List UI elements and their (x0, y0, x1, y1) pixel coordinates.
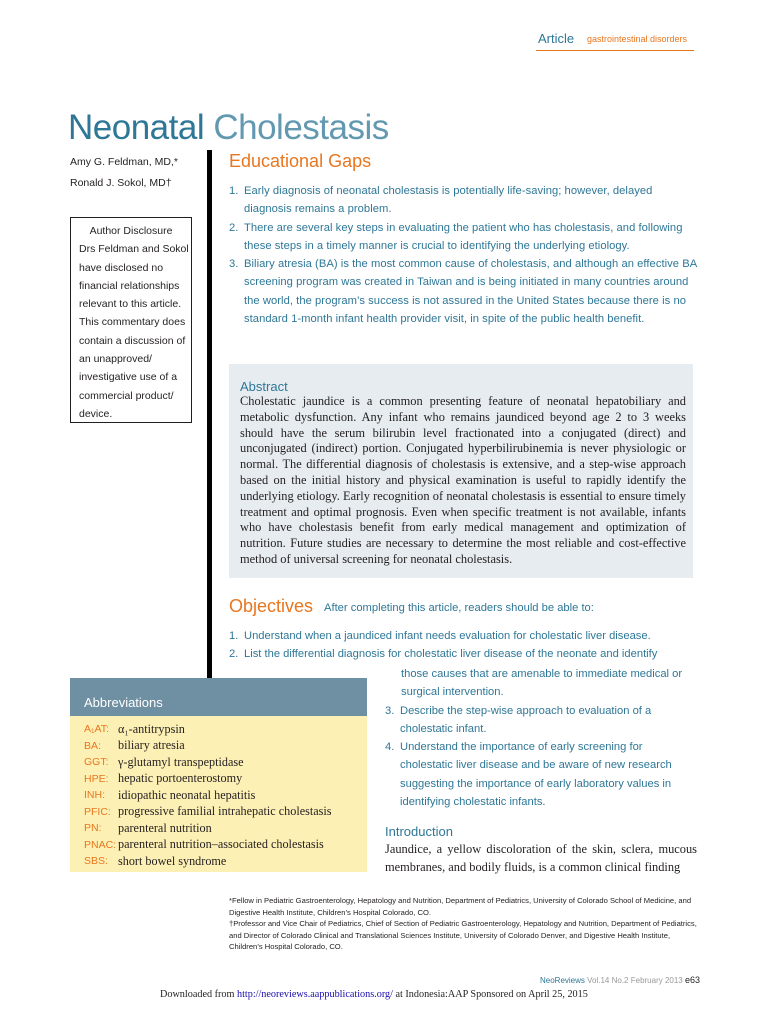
page-number: e63 (685, 975, 701, 985)
footnote-2: †Professor and Vice Chair of Pediatrics, Chief of Section of Pediatric Gastroenterology, Hepatology and Nutrition, Department of Pediatrics, and Director of Colorado Clinical and Translational Sciences Institute, University of Colorado Denver, and Digestive Health Institute, Children’s Hospital Colorado, CO. (229, 919, 697, 951)
list-item: 1. Understand when a jaundiced infant needs evaluation for cholestatic liver disease. (229, 630, 651, 642)
list-item: 1. Early diagnosis of neonatal cholestasis is potentially life-saving; however, delayed diagnosis remains a problem. (229, 185, 653, 216)
list-item: 2. There are several key steps in evaluating the patient who has cholestasis, and following these steps in a timely manner is crucial to identifying the underlying etiology. (229, 221, 683, 252)
objectives-list (229, 627, 699, 664)
title-word-2: Cholestasis (213, 108, 389, 147)
abbreviation-row: PFIC: progressive familial intrahepatic cholestasis (84, 804, 332, 819)
footnotes (229, 895, 701, 953)
journal-issue: Vol.14 No.2 February 2013 (587, 976, 683, 985)
list-item: 3. Biliary atresia (BA) is the most common cause of cholestasis, and although an effective BA screening program was created in Taiwan and is being initiated in many countries around the world, the program’s success is not assured in the United States because there is no standard 1-month infant health provider visit, in spite of the public health benefit. (229, 258, 697, 326)
journal-name: NeoReviews (540, 976, 585, 985)
objectives-list-continued (385, 665, 695, 811)
abbreviation-row: HPE: hepatic portoenterostomy (84, 771, 243, 786)
category-label: gastrointestinal disorders (587, 34, 688, 44)
abbreviation-row: INH: idiopathic neonatal hepatitis (84, 787, 256, 802)
list-item: 2. List the differential diagnosis for cholestatic liver disease of the neonate and identify (229, 648, 658, 661)
abbreviation-row: SBS: short bowel syndrome (84, 853, 227, 868)
objectives-intro: After completing this article, readers should be able to: (324, 602, 594, 614)
journal-footer (540, 975, 700, 985)
introduction-heading: Introduction (385, 824, 453, 839)
author-disclosure-box (70, 217, 192, 423)
abbreviations-heading: Abbreviations (84, 695, 163, 710)
disclosure-heading: Author Disclosure (89, 225, 173, 237)
footnote-1: *Fellow in Pediatric Gastroenterology, Hepatology and Nutrition, Department of Pediatrics, University of Colorado School of Medicine, and Digestive Health Institute, Children’s Hospital Colorado, CO. (229, 896, 692, 917)
abbreviations-table (84, 721, 332, 870)
objectives-heading: Objectives (229, 596, 314, 616)
abstract-text: Cholestatic jaundice is a common presenting feature of neonatal hepatobiliary and metabolic dysfunction. Any infant who remains jaundiced beyond age 2 to 3 weeks should have the serum bilirubin level fractionated into a conjugated (direct) and unconjugated (indirect) portion. Conjugated hyperbilirubinemia is never physiologic or normal. The differential diagnosis of cholestasis is extensive, and a step-wise approach based on the initial history and physical examination is useful to rapidly identify the underlying etiology. Early recognition of neonatal cholestasis is essential to ensure timely treatment and optimal prognosis. Even when specific treatment is not available, infants who have cholestasis benefit from early medical management and optimization of nutrition. Future studies are necessary to determine the most reliable and cost-effective method of universal screening for neonatal cholestasis. (240, 394, 686, 566)
abbreviation-row: PN: parenteral nutrition (84, 820, 212, 835)
page-title (68, 110, 389, 145)
educational-gaps-list (229, 182, 697, 328)
download-suffix: at Indonesia:AAP Sponsored on April 25, 2015 (395, 989, 588, 1000)
list-item-continuation: those causes that are amenable to immediate medical or surgical intervention. (401, 668, 683, 699)
abstract-heading: Abstract (240, 379, 288, 394)
list-item: 4. Understand the importance of early screening for cholestatic liver disease and be aware of new research suggesting the importance of early laboratory values in identifying cholestatic infants. (385, 741, 672, 809)
abbreviation-row: PNAC: parenteral nutrition–associated cholestasis (84, 837, 324, 852)
abbreviation-row: GGT: γ-glutamyl transpeptidase (84, 754, 244, 769)
author-2: Ronald J. Sokol, MD† (70, 177, 172, 189)
article-label: Article (538, 31, 575, 46)
list-item: 3. Describe the step-wise approach to evaluation of a cholestatic infant. (385, 704, 652, 735)
abbreviation-row: BA: biliary atresia (84, 738, 185, 753)
download-prefix: Downloaded from (160, 989, 235, 1000)
download-notice (160, 989, 588, 1000)
educational-gaps-heading: Educational Gaps (229, 151, 372, 171)
introduction-text: Jaundice, a yellow discoloration of the skin, sclera, mucous membranes, and bodily fluids, is a common clinical finding (385, 842, 697, 874)
header-rule (536, 50, 694, 51)
download-link[interactable]: http://neoreviews.aappublications.org/ (236, 989, 393, 1000)
abbreviation-row: A₁AT: α₁-antitrypsin (84, 721, 185, 736)
disclosure-text: Drs Feldman and Sokol have disclosed no financial relationships relevant to this article. This commentary does contain a discussion of an unapproved/ investigative use of a commercial product/ device. (79, 243, 189, 420)
title-word-1: Neonatal (68, 108, 205, 147)
author-1: Amy G. Feldman, MD,* (70, 156, 178, 168)
